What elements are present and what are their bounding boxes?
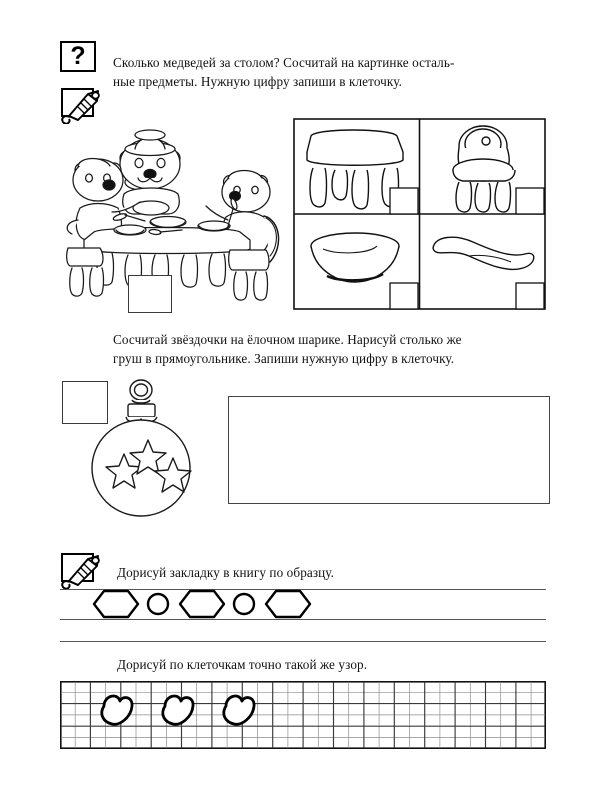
pears-draw-rectangle[interactable] bbox=[228, 396, 550, 504]
bookmark-rule-extra bbox=[60, 641, 546, 642]
question-mark-icon bbox=[60, 41, 96, 72]
task-1-instruction-line-2: ные предметы. Нужную цифру запиши в клеточку. bbox=[113, 74, 402, 90]
question-mark-glyph: ? bbox=[70, 41, 86, 70]
task-1-instruction bbox=[113, 53, 545, 92]
pencil-icon bbox=[57, 551, 103, 589]
task-2-instruction-line-1: Сосчитай звёздочки на ёлочном шарике. Нарисуй столько же bbox=[113, 332, 462, 347]
task-1-instruction-line-1: Сколько медведей за столом? Сосчитай на картинке осталь- bbox=[113, 55, 455, 70]
bookmark-pattern-shapes[interactable] bbox=[80, 588, 320, 620]
pattern-grid[interactable] bbox=[60, 681, 546, 749]
task-3-instruction: Дорисуй закладку в книгу по образцу. bbox=[117, 565, 335, 580]
task-4-instruction: Дорисуй по клеточкам точно такой же узор. bbox=[117, 657, 368, 672]
objects-grid bbox=[293, 118, 546, 310]
task-2-instruction-line-2: груш в прямоугольнике. Запиши нужную цифру в клеточку. bbox=[113, 351, 455, 367]
task-2-instruction bbox=[113, 330, 553, 369]
pencil-icon bbox=[57, 86, 103, 124]
christmas-ball-ornament bbox=[78, 378, 208, 518]
answer-box-bears[interactable] bbox=[128, 275, 172, 313]
